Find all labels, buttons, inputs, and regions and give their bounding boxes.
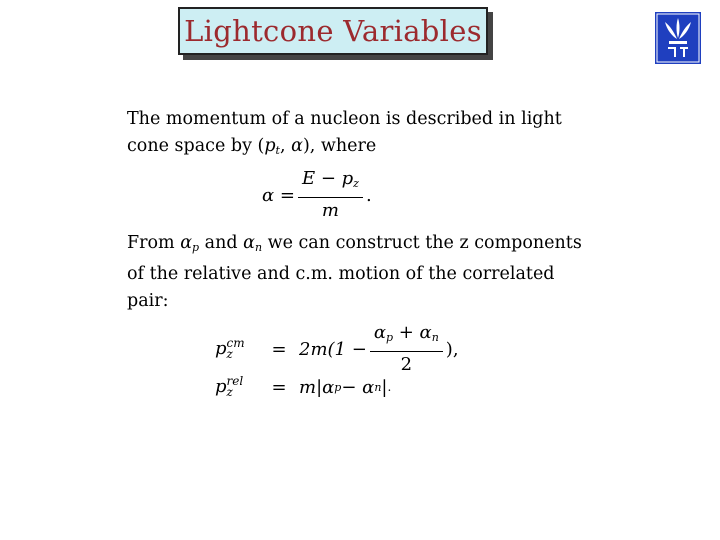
pz-rel-subscript: z xyxy=(226,385,233,399)
pz-rel-sub-n: n xyxy=(374,380,382,394)
tel-aviv-university-logo-icon xyxy=(655,12,701,64)
alpha-fraction xyxy=(298,168,363,222)
body-line-1-c: we can construct the z components xyxy=(262,233,582,253)
pz-rel-rhs-c: | xyxy=(381,376,388,398)
pz-cm-fraction-numerator xyxy=(370,322,443,352)
pz-symbol: p xyxy=(341,168,354,189)
alpha-definition-equation xyxy=(262,168,372,222)
alpha-n-symbol: α xyxy=(243,233,255,253)
pz-rel-rhs-b: − α xyxy=(341,376,375,398)
pz-cm-superscript: cm xyxy=(226,336,245,350)
intro-line-1: The momentum of a nucleon is described in light xyxy=(127,109,562,129)
intro-line-2-prefix: cone space by ( xyxy=(127,136,265,156)
body-line-2: of the relative and c.m. motion of the correlated xyxy=(127,264,555,284)
alpha-equation-period: . xyxy=(365,184,372,206)
pz-cm-sub-p: p xyxy=(385,331,394,344)
alpha-fraction-numerator xyxy=(298,168,363,198)
pz-cm-equation xyxy=(215,322,459,376)
pz-rel-lhs xyxy=(215,376,259,398)
body-paragraph xyxy=(127,230,582,315)
body-line-1 xyxy=(127,230,582,261)
body-line-1-b: and xyxy=(199,233,244,253)
pz-cm-rhs-pre: 2m(1 − xyxy=(299,338,367,360)
pt-subscript: t xyxy=(275,144,280,157)
pz-cm-p: p xyxy=(215,338,227,359)
alpha-p-symbol: α xyxy=(180,233,193,253)
pz-cm-rhs-post: ), xyxy=(445,338,459,360)
body-line-1-a: From xyxy=(127,233,181,253)
pz-cm-relation: = xyxy=(271,338,287,360)
pz-cm-fraction-denominator: 2 xyxy=(400,354,413,375)
pz-cm-sub-n: n xyxy=(431,331,439,344)
alpha-n-subscript: n xyxy=(254,241,263,254)
intro-paragraph xyxy=(127,106,567,164)
title-box xyxy=(178,7,488,55)
pz-cm-subscript: z xyxy=(226,347,233,361)
alpha-symbol: α xyxy=(291,136,303,156)
body-line-3: pair: xyxy=(127,291,169,311)
intro-line-2-suffix: ), where xyxy=(302,136,377,156)
pz-subscript: z xyxy=(353,177,359,190)
alpha-p-subscript: p xyxy=(192,241,200,254)
pz-rel-relation: = xyxy=(271,376,287,398)
pt-symbol: p xyxy=(264,136,276,156)
pz-rel-superscript: rel xyxy=(226,374,244,388)
energy-symbol: E xyxy=(301,168,316,189)
alpha-fraction-denominator: m xyxy=(321,200,339,221)
pz-cm-fraction xyxy=(370,322,443,376)
minus-sign: − xyxy=(315,168,342,189)
pz-cm-alpha-p: α xyxy=(373,322,386,343)
pz-cm-plus-alpha-n: + α xyxy=(393,322,432,343)
pz-rel-equation xyxy=(215,376,391,398)
pz-cm-lhs xyxy=(215,338,259,360)
pz-rel-rhs-a: m|α xyxy=(299,376,335,398)
pz-rel-p: p xyxy=(215,376,227,397)
intro-line-2 xyxy=(127,133,567,164)
slide-title: Lightcone Variables xyxy=(184,14,482,48)
pz-rel-rhs-end: . xyxy=(387,380,392,394)
alpha-equation-lhs: α = xyxy=(262,184,295,206)
pz-rel-sub-p: p xyxy=(334,380,342,394)
intro-line-2-mid: , xyxy=(279,136,292,156)
